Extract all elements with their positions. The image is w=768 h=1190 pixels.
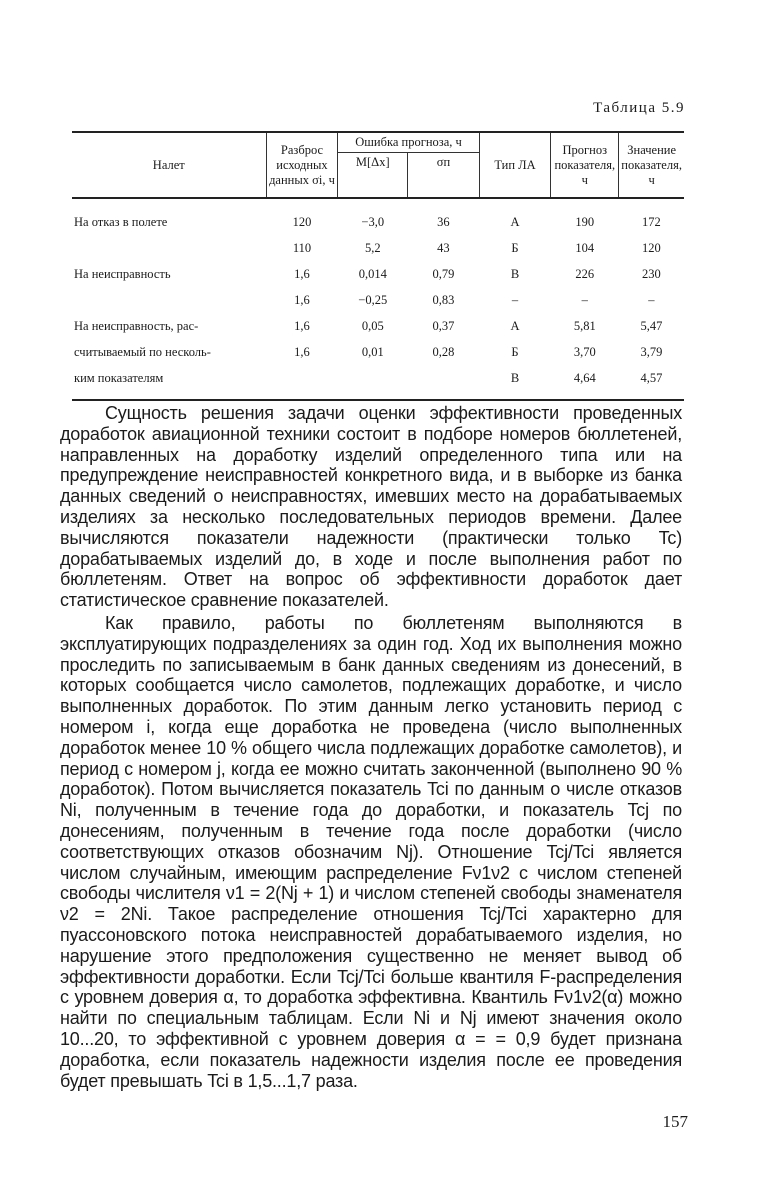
table-row xyxy=(72,235,684,261)
cell-type: Б xyxy=(511,240,519,255)
table-row xyxy=(72,261,684,287)
header-aircraft-type: Тип ЛА xyxy=(479,132,551,198)
cell-spread: 1,6 xyxy=(294,318,310,333)
cell-sigma: 36 xyxy=(437,214,450,229)
table-row xyxy=(72,313,684,339)
cell-mean: −0,25 xyxy=(358,292,388,307)
table-row xyxy=(72,365,684,400)
table-row xyxy=(72,287,684,313)
cell-sigma: 43 xyxy=(437,240,450,255)
cell-forecast: 3,70 xyxy=(573,344,596,359)
cell-name xyxy=(72,235,266,261)
cell-mean: 0,01 xyxy=(361,344,384,359)
table-caption: Таблица 5.9 xyxy=(593,100,685,116)
cell-value: 120 xyxy=(642,240,661,255)
cell-forecast: 190 xyxy=(575,214,595,229)
cell-spread: 120 xyxy=(292,214,312,229)
page-number: 157 xyxy=(662,1112,688,1131)
cell-value: – xyxy=(648,292,655,307)
cell-spread: 1,6 xyxy=(294,266,310,281)
cell-type: В xyxy=(510,266,520,281)
cell-name: На отказ в полете xyxy=(74,214,168,229)
cell-mean: 5,2 xyxy=(364,240,381,255)
cell-forecast: 4,64 xyxy=(573,370,596,385)
paragraph: Как правило, работы по бюллетеням выполняются в эксплуатирующих подразделениях за один год. Ход их выполнения можно проследить по записываемым в банк данных сведениям из донесений, в которых сообщается число самолетов, подлежащих доработке, и число выполненных доработок. По этим данным легко установить период с номером i, когда еще доработка не проведена (число выполненных доработок менее 10 % общего числа подлежащих доработке самолетов), и период с номером j, когда ее можно считать законченной (выполнено 90 % доработок). Потом вычисляется показатель Tci по данным о числе отказов Ni, полученным в течение года до доработки, и показатель Tcj по донесениям, полученным в течение года после доработки (число соответствующих отказов обозначим Nj). Отношение Tcj/Tci является числом случайным, имеющим распределение Fν1ν2 с числом степеней свободы числителя ν1 = 2(Nj + 1) и числом степеней свободы знаменателя ν2 = 2Ni. Такое распределение отношения Tcj/Tci характерно для пуассоновского потока неисправностей дорабатываемого изделия, но нарушение этого предположения существенно не меняет вывод об эффективности доработки. Если Tcj/Tci больше квантиля F-распределения с уровнем доверия α, то доработка эффективна. Квантиль Fν1ν2(α) можно найти по специальным таблицам. Если Ni и Nj имеют значения около 10...20, то эффективной с уровнем доверия α = = 0,9 будет признана доработка, если показатель надежности изделия после ее проведения будет превышать Tci в 1,5...1,7 раза. xyxy=(60,612,682,1091)
cell-forecast: 5,81 xyxy=(573,318,596,333)
cell-value: 4,57 xyxy=(640,370,663,385)
cell-type: Б xyxy=(511,344,519,359)
cell-spread: 1,6 xyxy=(294,292,310,307)
data-table xyxy=(72,131,684,401)
cell-mean xyxy=(338,365,408,400)
cell-name: На неисправность xyxy=(74,266,171,281)
cell-value: 3,79 xyxy=(640,344,663,359)
cell-type: А xyxy=(510,318,520,333)
cell-mean: 0,05 xyxy=(361,318,384,333)
cell-sigma: 0,28 xyxy=(432,344,455,359)
cell-name: считываемый по несколь- xyxy=(74,344,211,359)
cell-spread: 1,6 xyxy=(294,344,310,359)
cell-value: 5,47 xyxy=(640,318,663,333)
cell-type: А xyxy=(510,214,520,229)
header-mean-error: M[Δx] xyxy=(338,153,408,199)
header-forecast-error: Ошибка прогноза, ч xyxy=(338,132,479,153)
cell-value: 230 xyxy=(642,266,661,281)
table-row xyxy=(72,198,684,235)
header-forecast: Прогноз показателя, ч xyxy=(551,132,619,198)
cell-forecast: – xyxy=(581,292,588,307)
cell-sigma xyxy=(408,365,480,400)
cell-forecast: 226 xyxy=(575,266,595,281)
cell-sigma: 0,79 xyxy=(432,266,455,281)
header-value: Значение показателя, ч xyxy=(619,132,684,198)
header-flight: Налет xyxy=(72,132,266,198)
cell-name: На неисправность, рас- xyxy=(74,318,199,333)
table-row xyxy=(72,339,684,365)
cell-mean: 0,014 xyxy=(358,266,387,281)
paragraph: Сущность решения задачи оценки эффективности проведенных доработок авиационной техники состоит в подборе номеров бюллетеней, направленных на доработку изделий определенного типа или на предупреждение неисправностей конкретного вида, и в выборке из банка данных сведений о неисправностях, имевших место на дорабатываемых изделиях за несколько последовательных периодов времени. Далее вычисляются показатели надежности (практически только Tc) дорабатываемых изделий до, в ходе и после выполнения работ по бюллетеням. Ответ на вопрос об эффективности доработок дает статистическое сравнение показателей. xyxy=(60,403,682,611)
cell-value: 172 xyxy=(642,214,661,229)
body-text xyxy=(60,403,682,1091)
cell-spread xyxy=(266,365,338,400)
cell-name xyxy=(72,287,266,313)
cell-forecast: 104 xyxy=(575,240,595,255)
cell-type: – xyxy=(511,292,519,307)
cell-type: В xyxy=(510,370,520,385)
cell-sigma: 0,83 xyxy=(432,292,455,307)
cell-name: ким показателям xyxy=(74,370,164,385)
cell-sigma: 0,37 xyxy=(432,318,455,333)
cell-mean: −3,0 xyxy=(361,214,385,229)
cell-spread: 110 xyxy=(292,240,312,255)
header-sigma: σп xyxy=(408,153,480,199)
header-spread: Разброс исходных данных σi, ч xyxy=(266,132,338,198)
